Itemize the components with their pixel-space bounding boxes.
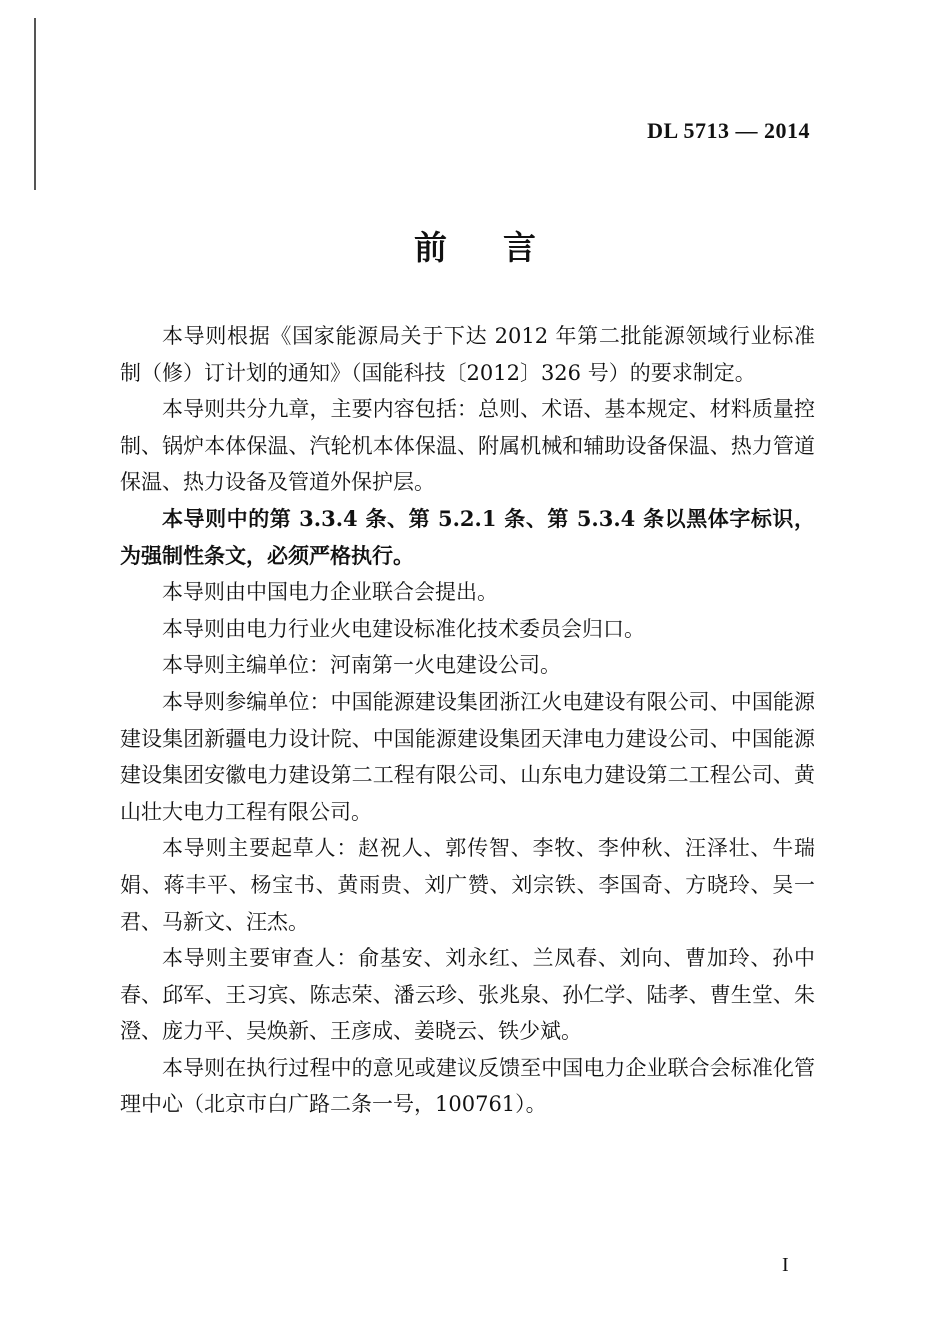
paragraph-basis: 本导则根据《国家能源局关于下达 2012 年第二批能源领域行业标准制（修）订计划的通知》（国能科技〔2012〕326 号）的要求制定。 — [120, 324, 815, 385]
document-code: DL 5713 — 2014 — [647, 118, 810, 143]
paragraph-mandatory-clauses: 本导则中的第 3.3.4 条、第 5.2.1 条、第 5.3.4 条以黑体字标识，为强制性条文，必须严格执行。 — [120, 505, 815, 568]
scan-edge-line — [34, 18, 36, 190]
paragraph-drafters: 本导则主要起草人：赵祝人、郭传智、李牧、李仲秋、汪泽壮、牛瑞娟、蒋丰平、杨宝书、黄雨贵、刘广赞、刘宗铁、李国奇、方晓玲、吴一君、马新文、汪杰。 — [120, 836, 815, 934]
paragraph-proposer: 本导则由中国电力企业联合会提出。 — [162, 580, 498, 605]
paragraph-feedback: 本导则在执行过程中的意见或建议反馈至中国电力企业联合会标准化管理中心（北京市白广路二条一号，100761）。 — [120, 1055, 815, 1117]
paragraph-chapters: 本导则共分九章，主要内容包括：总则、术语、基本规定、材料质量控制、锅炉本体保温、汽轮机本体保温、附属机械和辅助设备保温、热力管道保温、热力设备及管道外保护层。 — [120, 397, 815, 495]
page-title: 前言 — [414, 228, 592, 267]
paragraph-administrator: 本导则由电力行业火电建设标准化技术委员会归口。 — [162, 616, 645, 641]
paragraph-participating-units: 本导则参编单位：中国能源建设集团浙江火电建设有限公司、中国能源建设集团新疆电力设计院、中国能源建设集团天津电力建设公司、中国能源建设集团安徽电力建设第二工程有限公司、山东电力建设第二工程公司、黄山壮大电力工程有限公司。 — [120, 689, 815, 824]
paragraph-chief-editor-unit: 本导则主编单位：河南第一火电建设公司。 — [162, 653, 561, 678]
preface-body — [120, 318, 815, 1123]
page-number: I — [782, 1254, 789, 1276]
paragraph-reviewers: 本导则主要审查人：俞基安、刘永红、兰凤春、刘向、曹加玲、孙中春、邱军、王习宾、陈志荣、潘云珍、张兆泉、孙仁学、陆孝、曹生堂、朱澄、庞力平、吴焕新、王彦成、姜晓云、铁少斌。 — [120, 946, 815, 1044]
